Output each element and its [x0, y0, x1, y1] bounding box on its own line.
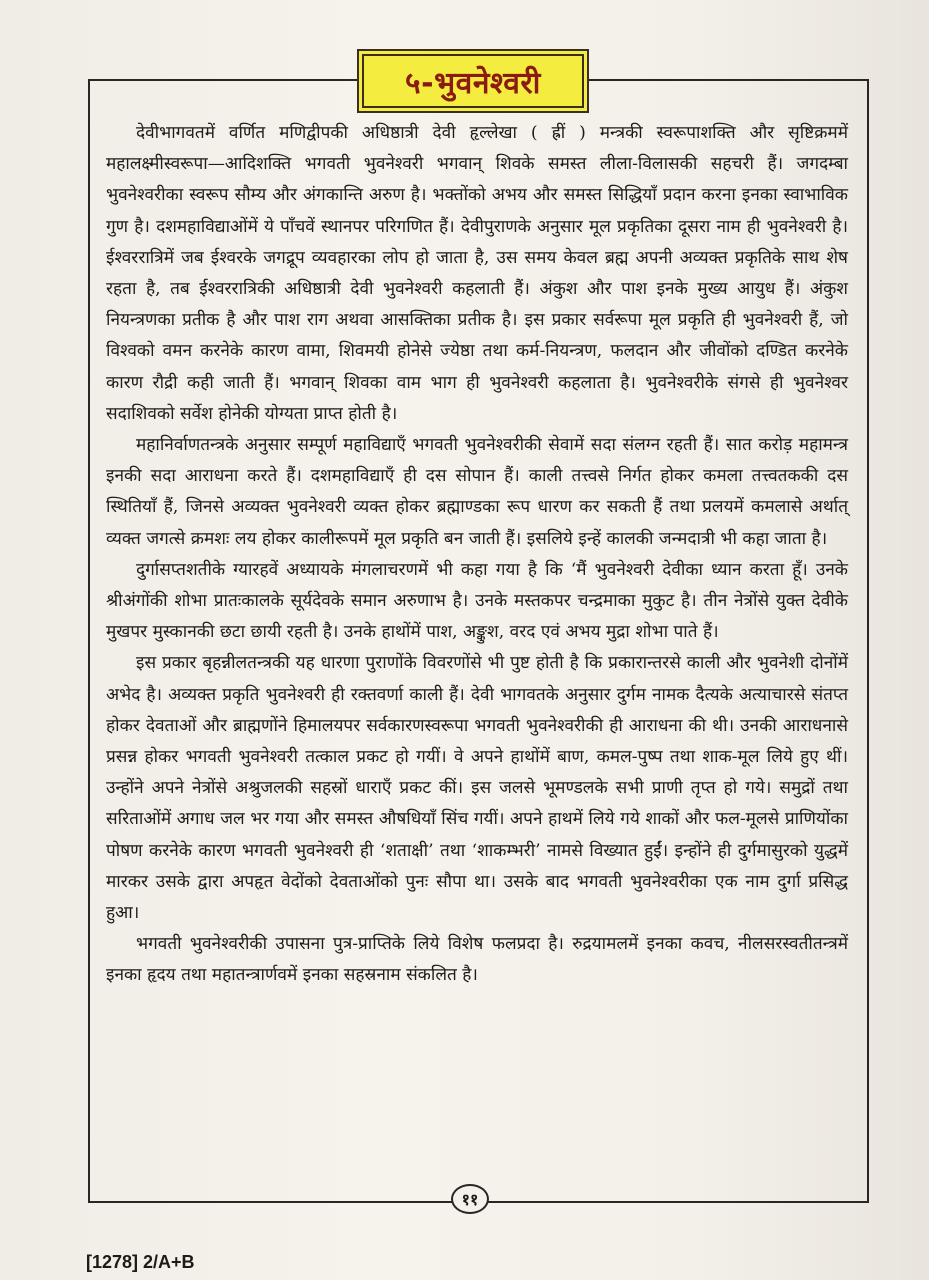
body-text — [106, 118, 848, 992]
paragraph-3: दुर्गासप्तशतीके ग्यारहवें अध्यायके मंगलाचरणमें भी कहा गया है कि ‘मैं भुवनेश्वरी देवीका ध्यान करता हूँ। उनके श्रीअंगोंकी शोभा प्रातःकालके सूर्यदेवके समान अरुणाभ है। उनके मस्तकपर चन्द्रमाका मुकुट है। तीन नेत्रोंसे युक्त देवीके मुखपर मुस्कानकी छटा छायी रहती है। उनके हाथोंमें पाश, अङ्कुश, वरद एवं अभय मुद्रा शोभा पाते हैं। — [106, 559, 848, 643]
print-code: [1278] 2/A+B — [86, 1252, 195, 1272]
chapter-title: ५-भुवनेश्वरी — [362, 54, 584, 108]
paragraph-1: देवीभागवतमें वर्णित मणिद्वीपकी अधिष्ठात्री देवी हृल्लेखा ( ह्रीं ) मन्त्रकी स्वरूपाशक्ति और सृष्टिक्रममें महालक्ष्मीस्वरूपा—आदिशक्ति भगवती भुवनेश्वरी भगवान् शिवके समस्त लीला-विलासकी सहचरी हैं। जगदम्बा भुवनेश्वरीका स्वरूप सौम्य और अंगकान्ति अरुण है। भक्तोंको अभय और समस्त सिद्धियाँ प्रदान करना इनका स्वाभाविक गुण है। दशमहाविद्याओंमें ये पाँचवें स्थानपर परिगणित हैं। देवीपुराणके अनुसार मूल प्रकृतिका दूसरा नाम ही भुवनेश्वरी है। ईश्वररात्रिमें जब ईश्वरके जगद्रूप व्यवहारका लोप हो जाता है, उस समय केवल ब्रह्म अपनी अव्यक्त प्रकृतिके साथ शेष रहता है, तब ईश्वररात्रिकी अधिष्ठात्री देवी भुवनेश्वरी कहलाती हैं। अंकुश और पाश इनके मुख्य आयुध हैं। अंकुश नियन्त्रणका प्रतीक है और पाश राग अथवा आसक्तिका प्रतीक है। इस प्रकार सर्वरूपा मूल प्रकृति ही भुवनेश्वरी हैं, जो विश्वको वमन करनेके कारण वामा, शिवमयी होनेसे ज्येष्ठा तथा कर्म-नियन्त्रण, फलदान और जीवोंको दण्डित करनेके कारण रौद्री कही जाती हैं। भगवान् शिवका वाम भाग ही भुवनेश्वरी कहलाता है। भुवनेश्वरीके संगसे ही भुवनेश्वर सदाशिवको सर्वेश होनेकी योग्यता प्राप्त होती है। — [106, 123, 848, 424]
paragraph-2: महानिर्वाणतन्त्रके अनुसार सम्पूर्ण महाविद्याएँ भगवती भुवनेश्वरीकी सेवामें सदा संलग्न रहती हैं। सात करोड़ महामन्त्र इनकी सदा आराधना करते हैं। दशमहाविद्याएँ ही दस सोपान हैं। काली तत्त्वसे निर्गत होकर कमला तत्त्वतककी दस स्थितियाँ हैं, जिनसे अव्यक्त भुवनेश्वरी व्यक्त होकर ब्रह्माण्डका रूप धारण कर सकती हैं तथा प्रलयमें कमलासे अर्थात् व्यक्त जगत्से क्रमशः लय होकर कालीरूपमें मूल प्रकृति बन जाती हैं। इसलिये इन्हें कालकी जन्मदात्री भी कहा जाता है। — [106, 435, 848, 549]
paragraph-5: भगवती भुवनेश्वरीकी उपासना पुत्र-प्राप्तिके लिये विशेष फलप्रदा है। रुद्रयामलमें इनका कवच, नीलसरस्वतीतन्त्रमें इनका हृदय तथा महातन्त्रार्णवमें इनका सहस्रनाम संकलित है। — [106, 934, 848, 986]
paragraph-4: इस प्रकार बृहन्नीलतन्त्रकी यह धारणा पुराणोंके विवरणोंसे भी पुष्ट होती है कि प्रकारान्तरसे काली और भुवनेशी दोनोंमें अभेद है। अव्यक्त प्रकृति भुवनेश्वरी ही रक्तवर्णा काली हैं। देवी भागवतके अनुसार दुर्गम नामक दैत्यके अत्याचारसे संतप्त होकर देवताओं और ब्राह्मणोंने हिमालयपर सर्वकारणस्वरूपा भगवती भुवनेश्वरीकी ही आराधना की थी। उनकी आराधनासे प्रसन्न होकर भगवती भुवनेश्वरी तत्काल प्रकट हो गयीं। वे अपने हाथोंमें बाण, कमल-पुष्प तथा शाक-मूल लिये हुए थीं। उन्होंने अपने नेत्रोंसे अश्रुजलकी सहस्रों धाराएँ प्रकट कीं। इस जलसे भूमण्डलके सभी प्राणी तृप्त हो गये। समुद्रों तथा सरिताओंमें अगाध जल भर गया और समस्त औषधियाँ सिंच गयीं। अपने हाथमें लिये गये शाकों और फल-मूलसे प्राणियोंका पोषण करनेके कारण भगवती भुवनेश्वरी ही ‘शताक्षी’ तथा ‘शाकम्भरी’ नामसे विख्यात हुईं। इन्होंने ही दुर्गमासुरको युद्धमें मारकर उसके द्वारा अपहृत वेदोंको देवताओंको पुनः सौपा था। उसके बाद भगवती भुवनेश्वरीका एक नाम दुर्गा प्रसिद्ध हुआ। — [106, 653, 848, 924]
page-number: ११ — [451, 1184, 489, 1214]
